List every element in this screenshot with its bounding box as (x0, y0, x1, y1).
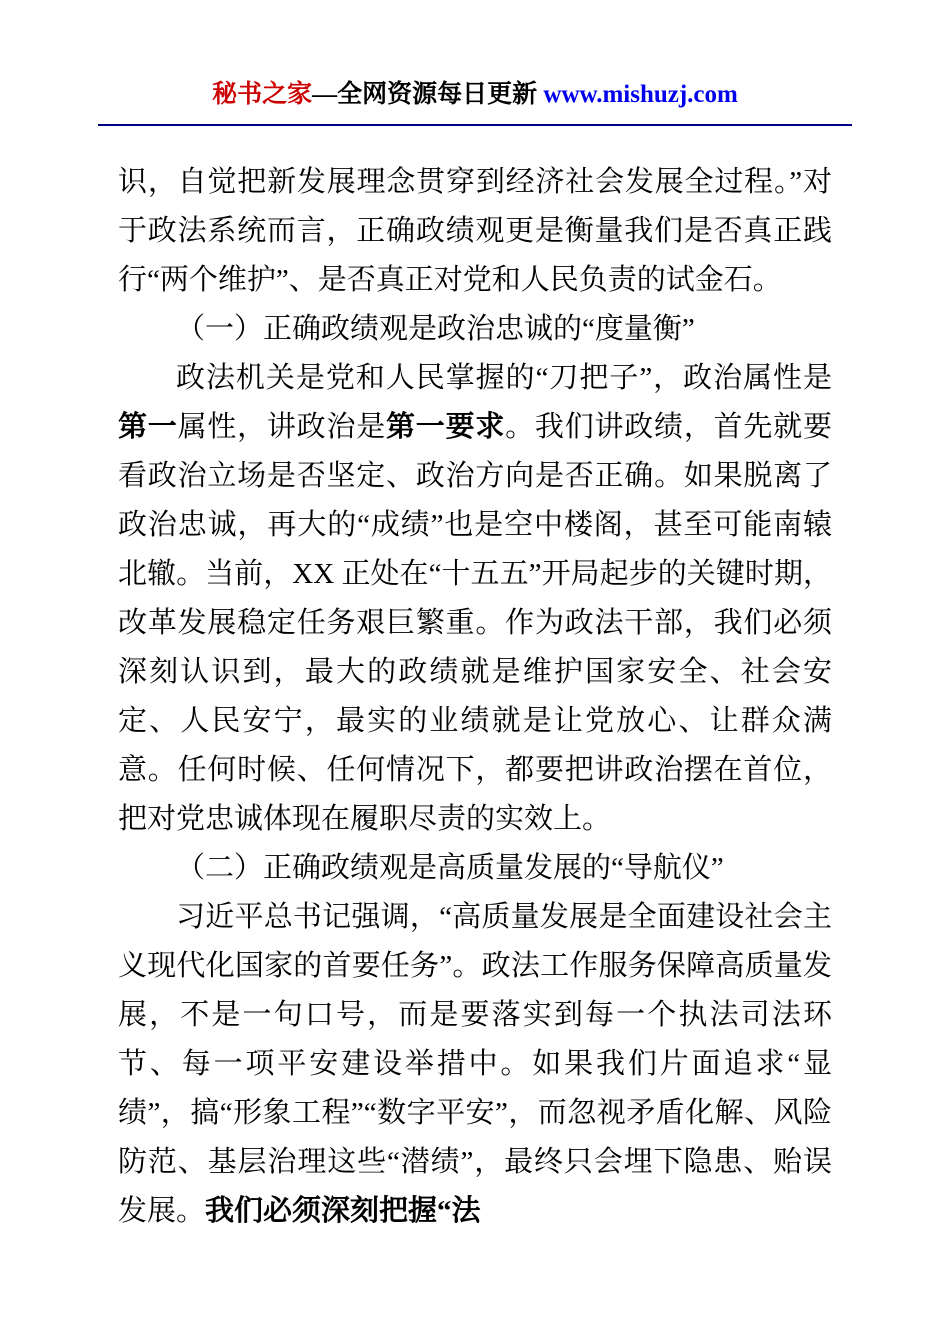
page-header (118, 78, 832, 112)
text-run: （二）正确政绩观是高质量发展的“导航仪” (176, 851, 724, 884)
paragraph (118, 158, 832, 305)
paragraph (118, 893, 832, 1236)
text-run: 习近平总书记强调，“高质量发展是全面建设社会主义现代化国家的首要任务”。政法工作服务保障高质量发展，不是一句口号，而是要落实到每一个执法司法环节、每一项平安建设举措中。如果我们片面追求“显绩”，搞“形象工程”“数字平安”，而忽视矛盾化解、风险防范、基层治理这些“潜绩”，最终只会埋下隐患、贻误发展。 (118, 900, 832, 1227)
document-body (118, 158, 832, 1236)
text-run: 。我们讲政绩，首先就要看政治立场是否坚定、政治方向是否正确。如果脱离了政治忠诚，再大的“成绩”也是空中楼阁，甚至可能南辕北辙。当前，XX 正处在“十五五”开局起步的关键时期，改革发展稳定任务艰巨繁重。作为政法干部，我们必须深刻认识到，最大的政绩就是维护国家安全、社会安定、人民安宁，最实的业绩就是让党放心、让群众满意。任何时候、任何情况下，都要把讲政治摆在首位，把对党忠诚体现在履职尽责的实效上。 (118, 410, 832, 835)
emphasis-run: 我们必须深刻把握“法 (205, 1194, 481, 1227)
section-heading (118, 305, 832, 354)
text-run: 属性，讲政治是 (177, 410, 387, 443)
text-run: 政法机关是党和人民掌握的“刀把子”，政治属性是 (176, 361, 832, 394)
brand-name: 秘书之家 (212, 81, 313, 108)
text-run: （一）正确政绩观是政治忠诚的“度量衡” (176, 312, 695, 345)
paragraph (118, 354, 832, 844)
section-heading (118, 844, 832, 893)
emphasis-run: 第一 (118, 410, 178, 443)
header-tagline: —全网资源每日更新 (312, 81, 544, 108)
header-divider (98, 124, 852, 126)
emphasis-run: 第一要求 (386, 410, 506, 443)
text-run: 识，自觉把新发展理念贯穿到经济社会发展全过程。”对于政法系统而言，正确政绩观更是衡量我们是否真正践行“两个维护”、是否真正对党和人民负责的试金石。 (118, 165, 832, 296)
header-url-link[interactable]: www.mishuzj.com (543, 81, 738, 108)
